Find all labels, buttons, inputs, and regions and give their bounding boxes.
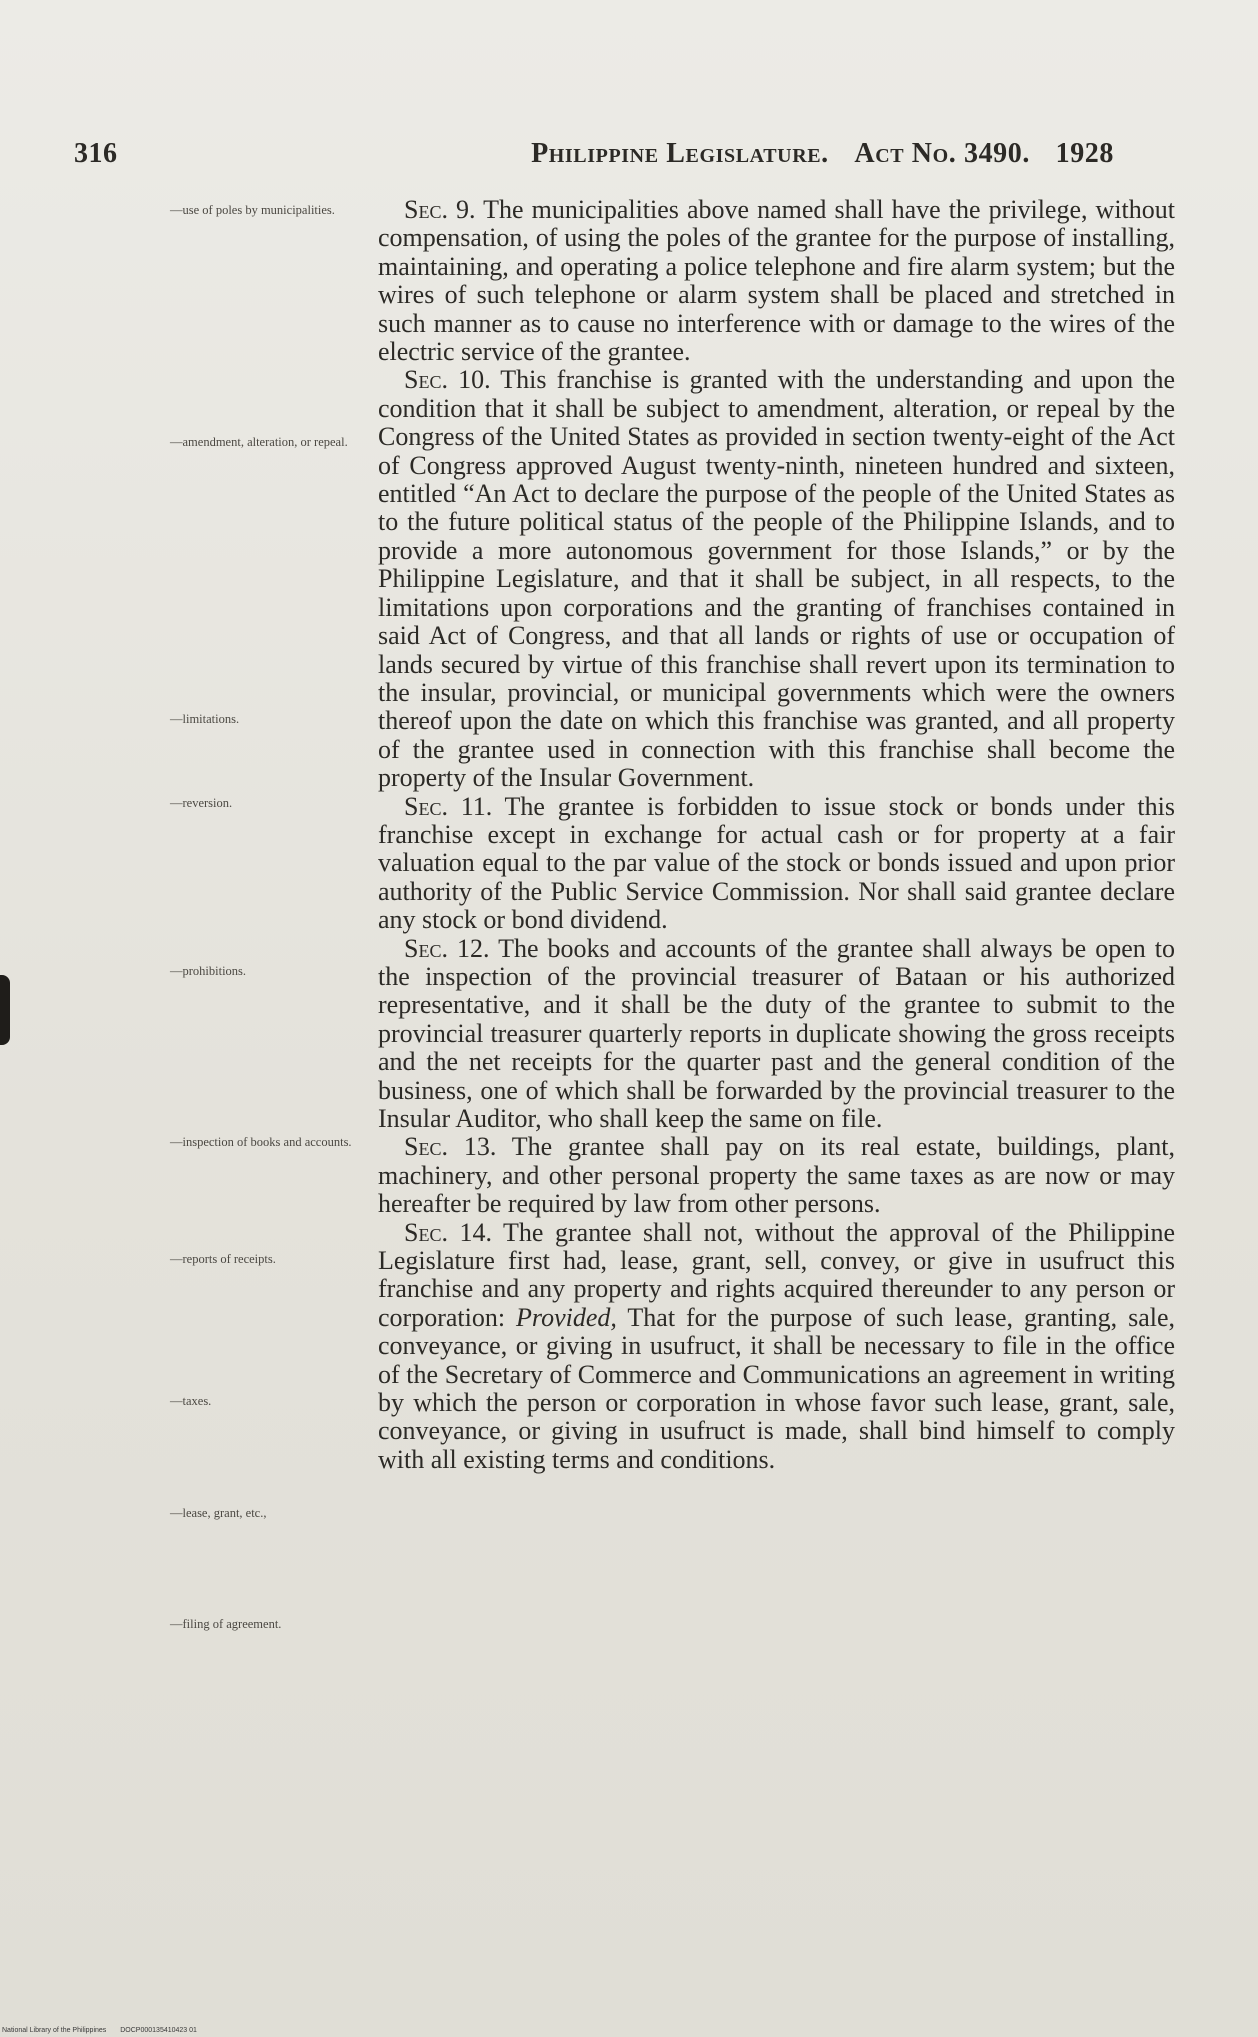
section-label: Sec. 11.: [404, 791, 493, 821]
running-head: [531, 138, 1114, 170]
section-label: Sec. 12.: [404, 933, 490, 963]
section-text: The grantee shall not, without the approval of the Philippine Legislature first had, lease, grant, sell, convey, or give in usufruct this franchise and any property and rights acquired thereunder to any person or corporation:: [378, 1217, 1175, 1332]
section-13: [378, 1133, 1175, 1218]
section-label: Sec. 10.: [404, 365, 491, 395]
section-text: The grantee shall pay on its real estate, buildings, plant, machinery, and other personal property the same taxes as are now or may hereafter be required by law from other persons.: [378, 1132, 1175, 1219]
section-10: [378, 366, 1175, 792]
body-text: [378, 196, 1175, 1474]
margin-note-lease: —lease, grant, etc.,: [170, 1506, 267, 1520]
margin-note-amendment: —amendment, alteration, or repeal.: [170, 435, 348, 449]
section-text: The municipalities above named shall have the privilege, without compensation, of using the poles of the grantee for the purpose of installing, maintaining, and operating a police telephone and fire alarm system; but the wires of such telephone or alarm system shall be placed and stretched in such manner as to cause no interference with or damage to the wires of the electric service of the grantee.: [378, 195, 1176, 367]
scan-footer: [2, 2027, 209, 2034]
section-9: [378, 196, 1175, 366]
margin-note-filing: —filing of agreement.: [170, 1617, 282, 1631]
running-head-title: Philippine Legislature.: [531, 138, 829, 169]
section-label: Sec. 13.: [404, 1132, 497, 1162]
scanned-page-edge: [0, 975, 10, 1045]
section-text: The grantee is forbidden to issue stock or bonds under this franchise except in exchange for actual cash or for property at a fair valuation equal to the par value of the stock or bonds issued and upon prior authority of the Public Service Commission. Nor shall said grantee declare any stock or bond dividend.: [378, 791, 1175, 935]
section-text: The books and accounts of the grantee shall always be open to the inspection of the provincial treasurer of Bataan or his authorized representative, and it shall be the duty of the grantee to submit to the provincial treasurer quarterly reports in duplicate showing the gross receipts and the net receipts for the quarter past and the general condition of the business, one of which shall be forwarded by the provincial treasurer to the Insular Auditor, who shall keep the same on file.: [378, 933, 1176, 1133]
running-head-year: 1928: [1055, 138, 1114, 169]
margin-note-use-of-poles: —use of poles by municipalities.: [170, 203, 335, 217]
section-text: This franchise is granted with the understanding and upon the condition that it shall be subject to amendment, alteration, or repeal by the Congress of the United States as provided in section twenty-eight of the Act of Congress approved August twenty-ninth, nineteen hundred and sixteen, entitled “An Act to declare the purpose of the people of the United States as to the future political status of the people of the Philippine Islands, and to provide a more autonomous government for those Islands,” or by the Philippine Legislature, and that it shall be subject, in all respects, to the limitations upon corporations and the granting of franchises contained in said Act of Congress, and that all lands or rights of use or occupation of lands secured by virtue of this franchise shall revert upon its termination to the insular, provincial, or municipal governments which were the owners thereof upon the date on which this franchise was granted, and all property of the grantee used in connection with this franchise shall become the property of the Insular Government.: [378, 365, 1176, 793]
section-11: [378, 793, 1175, 935]
margin-note-prohibitions: —prohibitions.: [170, 964, 247, 978]
margin-note-taxes: —taxes.: [170, 1394, 212, 1408]
section-text-continued: That for the purpose of such lease, granting, sale, conveyance, or giving in usufruct, it shall be necessary to file in the office of the Secretary of Commerce and Communications an agreement in writing by which the person or corporation in whose favor such lease, grant, sale, conveyance, or giving in usufruct is made, shall bind himself to comply with all existing terms and conditions.: [378, 1302, 1176, 1474]
section-emphasis: Provided,: [516, 1302, 617, 1332]
footer-id: DOCP000135410423 01: [120, 2027, 197, 2034]
margin-note-inspection: —inspection of books and accounts.: [170, 1135, 352, 1149]
page-header: [74, 138, 1114, 172]
section-14: [378, 1219, 1175, 1475]
footer-library: National Library of the Philippines: [2, 2027, 107, 2034]
section-12: [378, 935, 1175, 1134]
page-number: 316: [74, 138, 118, 169]
running-head-act: Act No. 3490.: [854, 138, 1030, 169]
margin-note-reversion: —reversion.: [170, 796, 233, 810]
section-label: Sec. 9.: [404, 195, 476, 224]
margin-note-limitations: —limitations.: [170, 712, 240, 726]
section-label: Sec. 14.: [404, 1217, 492, 1247]
margin-note-reports: —reports of receipts.: [170, 1252, 276, 1266]
